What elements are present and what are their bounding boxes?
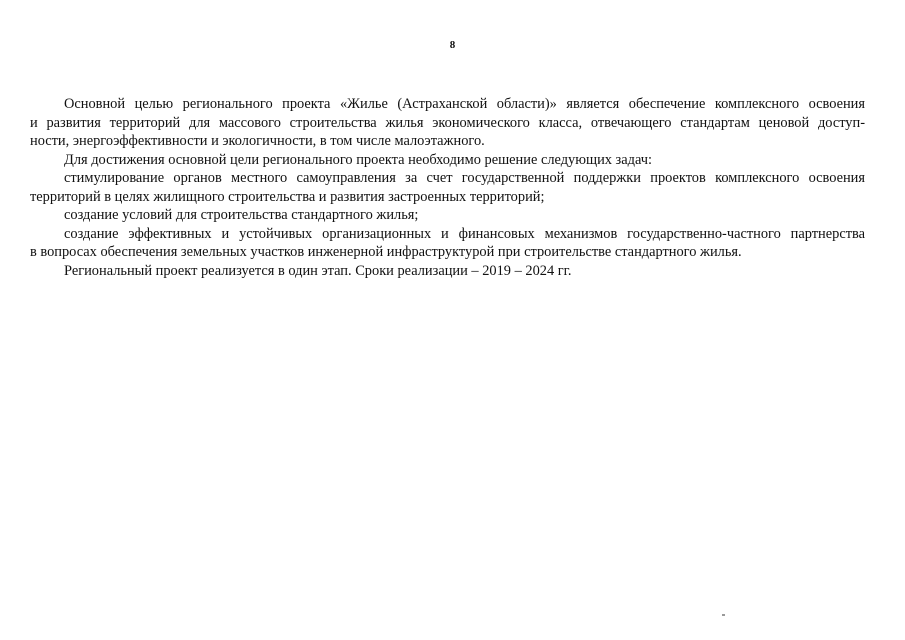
text-line: Региональный проект реализуется в один этап. Сроки реализации – 2019 – 2024 гг. (64, 262, 572, 279)
text-line: создание условий для строительства стандартного жилья; (64, 207, 419, 223)
scan-mark (722, 614, 725, 616)
text-line: создание эффективных и устойчивых организационных и финансовых механизмов государственно-частного партнерства (64, 225, 865, 242)
text-line: территорий в целях жилищного строительства и развития застроенных территорий; (30, 188, 545, 205)
text-line: ности, энергоэффективности и экологичности, в том числе малоэтажного. (30, 133, 485, 149)
page-number: 8 (449, 39, 456, 51)
body-text (30, 95, 865, 280)
text-line: и развития территорий для массового строительства жилья экономического класса, отвечающего стандартам ценовой доступ- (30, 114, 865, 131)
text-line: Для достижения основной цели регионального проекта необходимо решение следующих задач: (64, 151, 652, 168)
text-line: в вопросах обеспечения земельных участков инженерной инфраструктурой при строительстве стандартного жилья. (30, 244, 742, 260)
text-line: Основной целью регионального проекта «Жилье (Астраханской области)» является обеспечение комплексного освоения (64, 96, 865, 112)
text-line: стимулирование органов местного самоуправления за счет государственной поддержки проектов комплексного освоения (64, 170, 865, 186)
